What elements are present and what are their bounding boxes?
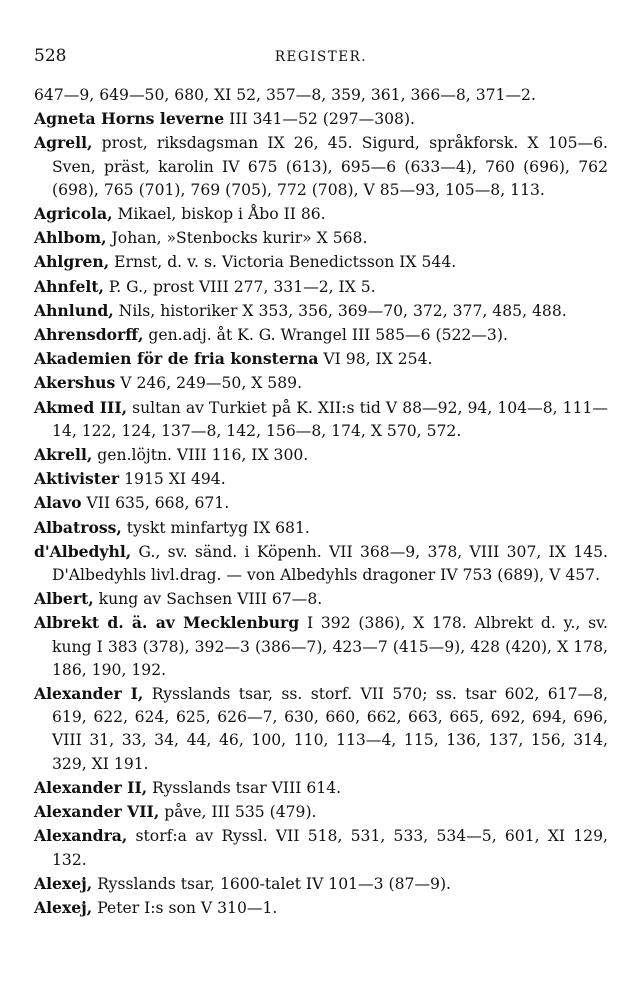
register-entry [34,323,608,347]
entry-text: sultan av Turkiet på K. XII:s tid V 88—92, 94, 104—8, 111—14, 122, 124, 137—8, 142, 156—8, 174, X 570, 572. [52,398,609,440]
entry-headword: Ahrensdorff, [34,325,144,345]
entry-text: P. G., prost VIII 277, 331—2, IX 5. [103,277,376,296]
entry-headword: Alexander VII, [34,802,160,822]
page-header [34,46,608,70]
entry-headword: Albert, [34,589,94,609]
entry-headword: Akershus [34,373,116,393]
register-entry [34,587,608,611]
entry-headword: Alavo [34,493,82,513]
entry-headword: Albrekt d. ä. av Mecklenburg [34,613,300,633]
entry-text: Peter I:s son V 310—1. [92,898,278,917]
entry-text: tyskt minfartyg IX 681. [121,518,310,537]
entry-headword: Akademien för de fria konsterna [34,349,319,369]
register-entry [34,202,608,226]
entry-headword: Aktivister [34,469,120,489]
entry-text: kung av Sachsen VIII 67—8. [93,590,323,609]
entry-headword: Ahnfelt, [34,276,104,296]
register-entry [34,84,608,107]
register-entry [34,776,608,800]
entry-headword: d'Albedyhl, [34,541,132,561]
register-entry [34,226,608,250]
register-entry [34,682,608,776]
entry-headword: Agrell, [34,133,93,153]
entry-text: Nils, historiker X 353, 356, 369—70, 372, 377, 485, 488. [113,301,567,320]
register-entry [34,299,608,323]
entry-text: 647—9, 649—50, 680, XI 52, 357—8, 359, 361, 366—8, 371—2. [34,86,536,104]
entry-text: VI 98, IX 254. [318,350,433,369]
register-entry [34,371,608,395]
entry-text: Mikael, biskop i Åbo II 86. [112,205,326,224]
register-entry [34,800,608,824]
entry-text: Johan, »Stenbocks kurir» X 568. [106,229,368,248]
entry-text: V 246, 249—50, X 589. [115,374,303,393]
entry-headword: Ahlbom, [34,228,107,248]
entry-text: storf:a av Ryssl. VII 518, 531, 533, 534—5, 601, XI 129, 132. [52,827,608,869]
register-entry [34,824,608,871]
entry-headword: Ahnlund, [34,300,114,320]
entry-headword: Alexej, [34,873,93,893]
entry-text: III 341—52 (297—308). [224,110,415,129]
entry-text: prost, riksdagsman IX 26, 45. Sigurd, språkforsk. X 105—6. Sven, präst, karolin IV 675 (613), 695—6 (633—4), 760 (696), 762 (698), 765 (701), 769 (705), 772 (708), V 85—93, 105—8, 113. [52,134,608,199]
entry-headword: Alexandra, [34,826,128,846]
entry-text: Ernst, d. v. s. Victoria Benedictsson IX 544. [109,253,457,272]
register-entry [34,107,608,131]
entry-headword: Alexej, [34,897,93,917]
entry-headword: Akrell, [34,445,93,465]
entry-headword: Agneta Horns leverne [34,109,225,129]
register-entry [34,131,608,202]
entry-headword: Alexander II, [34,777,148,797]
register-entry [34,250,608,274]
entry-text: Rysslands tsar, 1600-talet IV 101—3 (87—9). [92,874,452,893]
register-entry [34,467,608,491]
entry-headword: Akmed III, [34,397,128,417]
register-entry [34,872,608,896]
register-entry [34,491,608,515]
entry-text: Rysslands tsar, ss. storf. VII 570; ss. tsar 602, 617—8, 619, 622, 624, 625, 626—7, 630, 660, 662, 663, 665, 692, 694, 696, VIII 31, 33, 34, 44, 46, 100, 110, 113—4, 115, 136, 137, 156, 314, 329, XI 191. [52,685,608,773]
running-head: REGISTER. [274,49,368,65]
entry-text: 1915 XI 494. [119,470,226,489]
entry-text: G., sv. sänd. i Köpenh. VII 368—9, 378, VIII 307, IX 145. D'Albedyhls livl.drag. — von Albedyhls dragoner IV 753 (689), V 457. [52,542,608,585]
register-entries [34,84,608,920]
entry-text: I 392 (386), X 178. Albrekt d. y., sv. kung I 383 (378), 392—3 (386—7), 423—7 (415—9), 428 (420), X 178, 186, 190, 192. [52,614,608,679]
register-entry [34,275,608,299]
entry-headword: Alexander I, [34,684,144,704]
register-entry [34,347,608,371]
entry-headword: Ahlgren, [34,252,110,272]
register-entry [34,396,608,443]
entry-text: gen.löjtn. VIII 116, IX 300. [92,446,309,465]
entry-text: gen.adj. åt K. G. Wrangel III 585—6 (522—3). [143,326,508,345]
entry-text: VII 635, 668, 671. [81,494,230,513]
register-entry [34,611,608,682]
page-number: 528 [34,46,67,66]
register-entry [34,540,608,587]
entry-text: påve, III 535 (479). [159,803,317,822]
entry-text: Rysslands tsar VIII 614. [147,778,342,797]
register-entry [34,896,608,920]
entry-headword: Albatross, [34,517,122,537]
register-entry [34,516,608,540]
entry-headword: Agricola, [34,204,113,224]
register-entry [34,443,608,467]
